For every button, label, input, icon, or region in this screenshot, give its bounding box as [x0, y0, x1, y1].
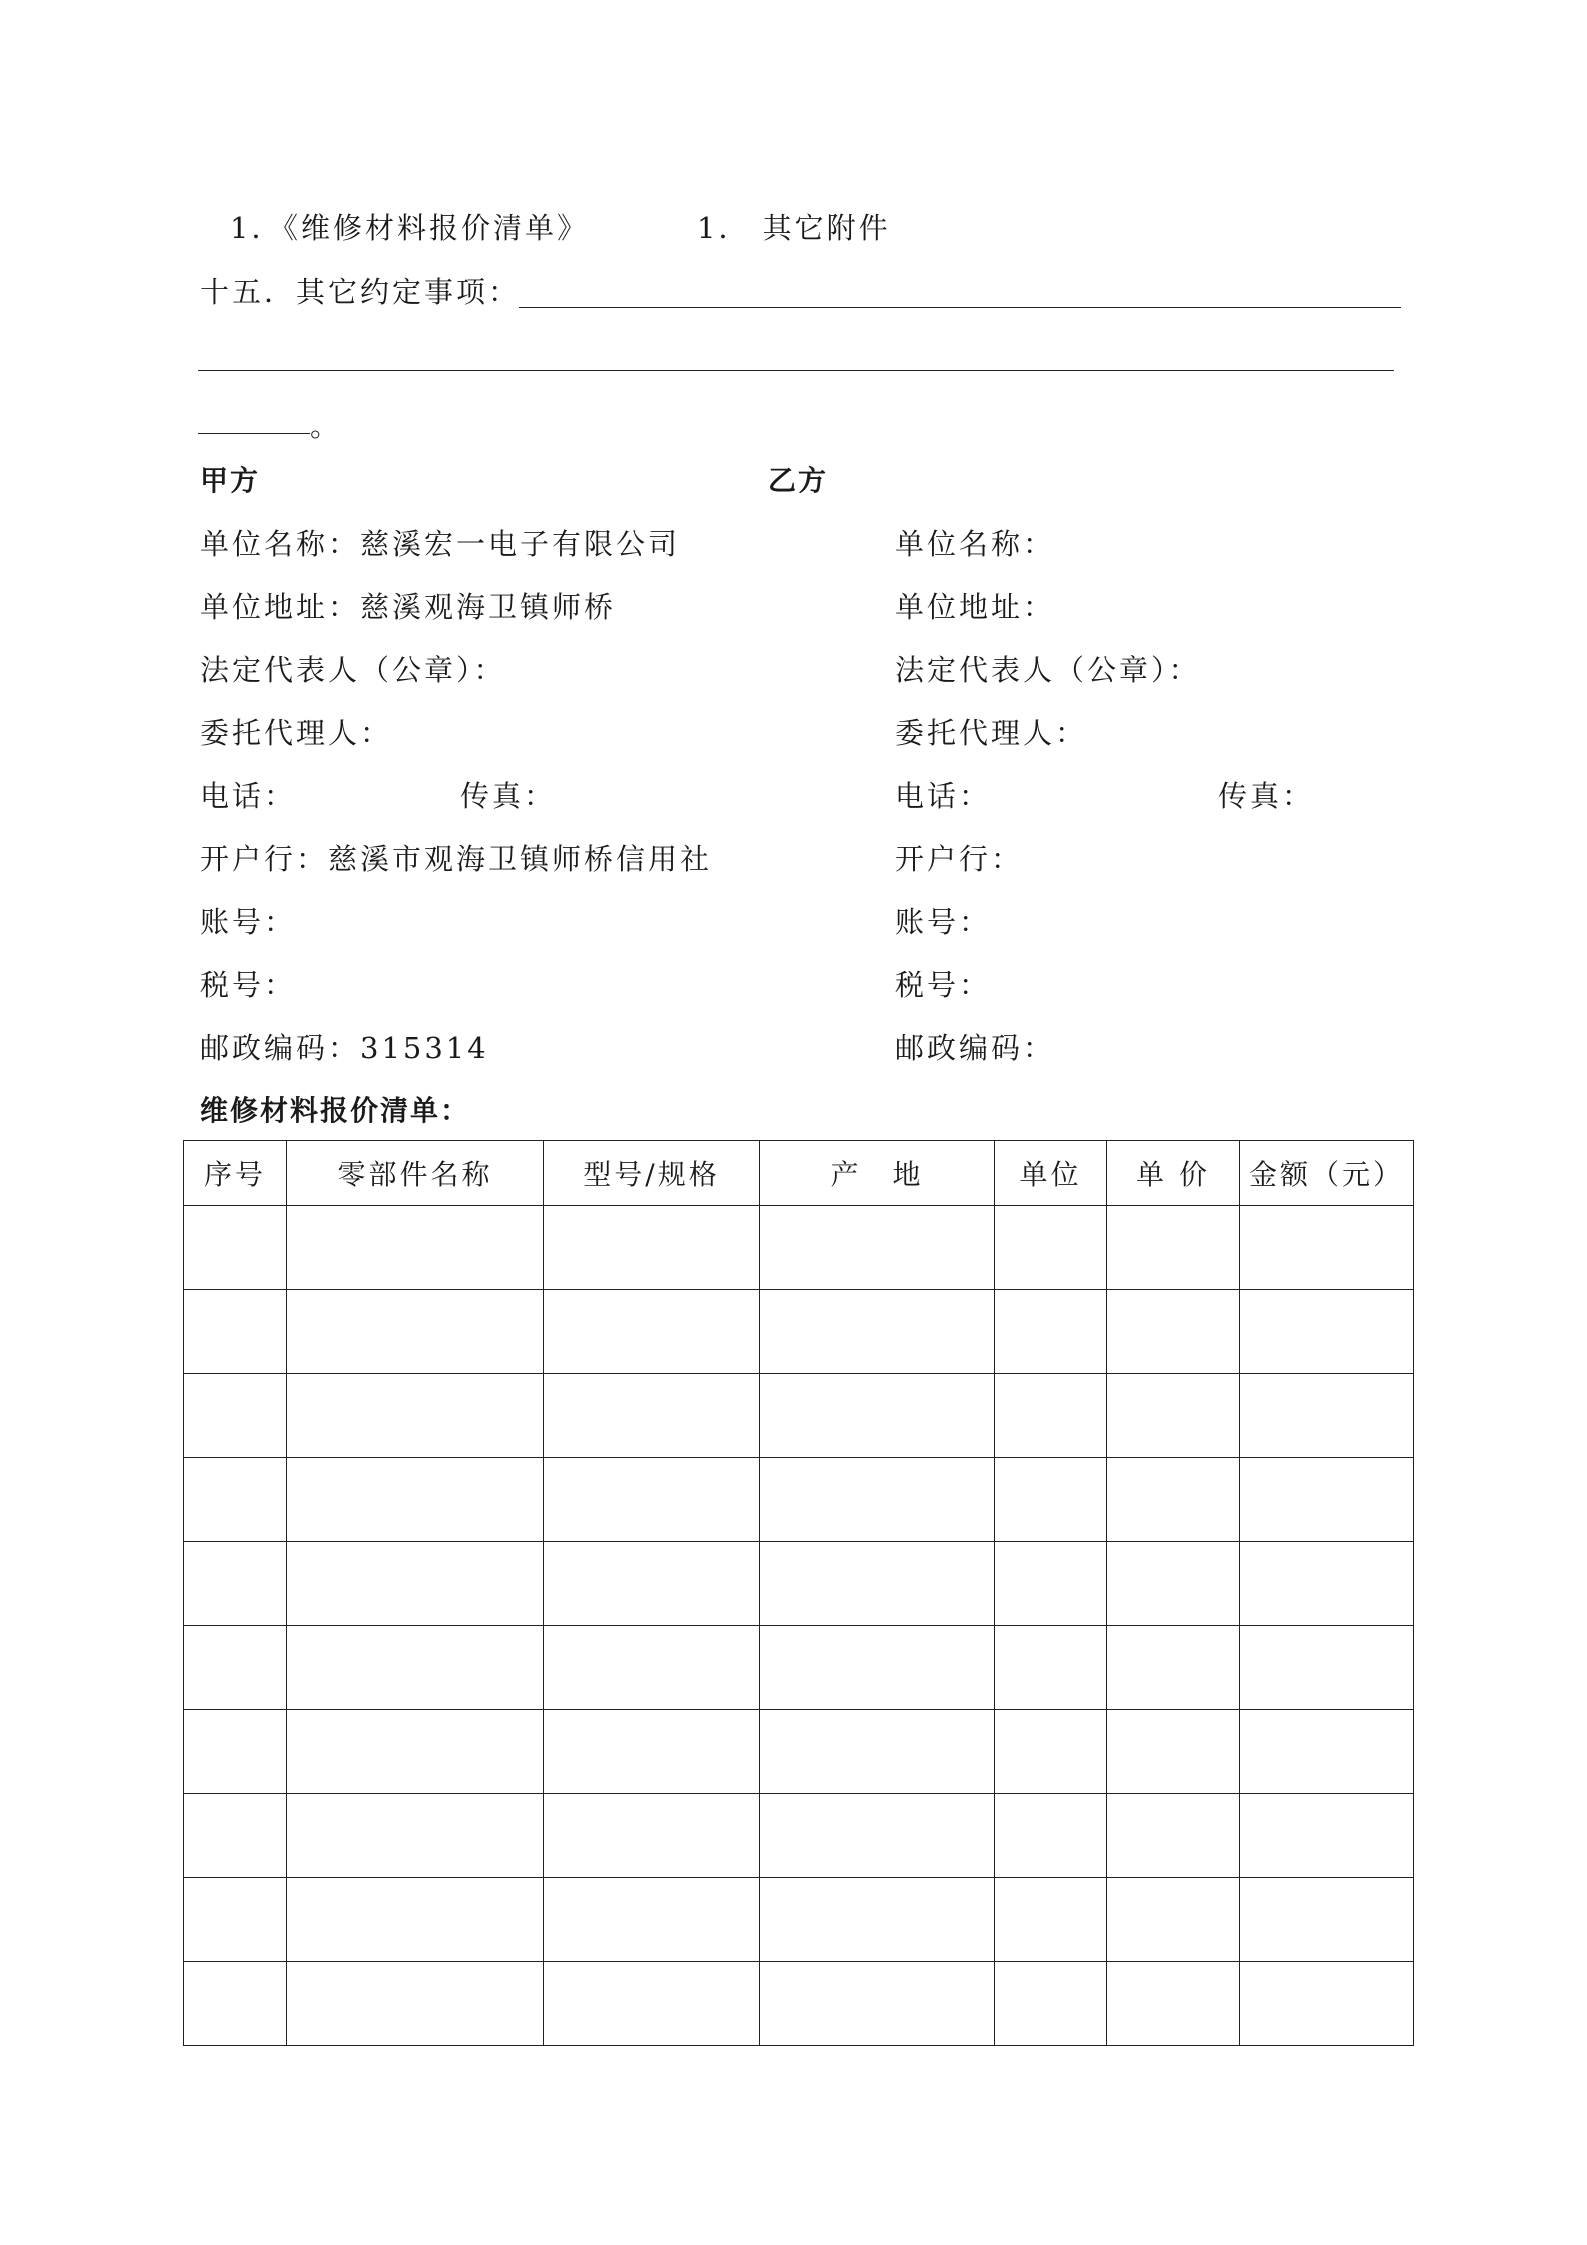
table-cell: [1107, 1878, 1240, 1962]
table-cell: [287, 1794, 544, 1878]
header-unit: 单位: [995, 1141, 1107, 1206]
table-cell: [995, 1794, 1107, 1878]
table-cell: [760, 1710, 995, 1794]
party-a-unit-address: 单位地址：慈溪观海卫镇师桥: [200, 590, 617, 624]
party-b-fax: 传真：: [1218, 779, 1315, 813]
table-cell: [184, 1794, 287, 1878]
table-cell: [544, 1458, 760, 1542]
table-row: [184, 1794, 1414, 1878]
table-cell: [287, 1458, 544, 1542]
party-b-phone: 电话：: [895, 779, 992, 813]
table-cell: [995, 1290, 1107, 1374]
table-cell: [1240, 1542, 1414, 1626]
table-cell: [1240, 1794, 1414, 1878]
table-cell: [544, 1878, 760, 1962]
table-cell: [544, 1794, 760, 1878]
table-cell: [760, 1878, 995, 1962]
table-row: [184, 1458, 1414, 1542]
table-cell: [1107, 1794, 1240, 1878]
table-cell: [1240, 1626, 1414, 1710]
table-cell: [544, 1710, 760, 1794]
table-cell: [184, 1206, 287, 1290]
table-cell: [1107, 1710, 1240, 1794]
party-a-unit-name: 单位名称：慈溪宏一电子有限公司: [200, 527, 681, 561]
table-cell: [1240, 1206, 1414, 1290]
quote-list-header-row: [184, 1141, 1414, 1206]
party-a-postcode: 邮政编码：315314: [200, 1031, 489, 1065]
header-unit-price: 单 价: [1107, 1141, 1240, 1206]
table-row: [184, 1710, 1414, 1794]
party-a-title: 甲方: [200, 464, 261, 497]
table-cell: [1107, 1626, 1240, 1710]
table-cell: [1240, 1710, 1414, 1794]
table-cell: [1240, 1962, 1414, 2046]
header-amount: 金额（元）: [1240, 1141, 1414, 1206]
table-cell: [760, 1542, 995, 1626]
party-a-fax: 传真：: [460, 779, 557, 813]
table-row: [184, 1542, 1414, 1626]
table-cell: [287, 1542, 544, 1626]
table-cell: [1107, 1374, 1240, 1458]
table-cell: [184, 1290, 287, 1374]
table-cell: [1240, 1290, 1414, 1374]
party-b-unit-name: 单位名称：: [895, 527, 1056, 561]
table-cell: [995, 1878, 1107, 1962]
table-cell: [1107, 1458, 1240, 1542]
party-b-title: 乙方: [768, 464, 829, 497]
table-cell: [184, 1710, 287, 1794]
quote-list-title: 维修材料报价清单：: [200, 1094, 471, 1127]
other-terms-label: 十五．其它约定事项：: [200, 275, 521, 309]
header-seq: 序号: [184, 1141, 287, 1206]
table-cell: [287, 1206, 544, 1290]
table-cell: [184, 1458, 287, 1542]
quote-list-table: [183, 1140, 1414, 2046]
other-terms-blank-line-2: [198, 370, 1394, 371]
table-cell: [544, 1962, 760, 2046]
party-b-legal-rep: 法定代表人（公章）：: [895, 653, 1201, 687]
table-cell: [184, 1542, 287, 1626]
table-cell: [544, 1626, 760, 1710]
table-row: [184, 1626, 1414, 1710]
table-cell: [1107, 1206, 1240, 1290]
table-cell: [287, 1626, 544, 1710]
table-cell: [995, 1458, 1107, 1542]
table-cell: [760, 1962, 995, 2046]
table-row: [184, 1962, 1414, 2046]
table-cell: [995, 1626, 1107, 1710]
table-cell: [544, 1374, 760, 1458]
party-b-agent: 委托代理人：: [895, 716, 1088, 750]
table-cell: [995, 1542, 1107, 1626]
table-cell: [184, 1626, 287, 1710]
party-b-bank: 开户行：: [895, 842, 1024, 876]
table-row: [184, 1878, 1414, 1962]
table-cell: [760, 1290, 995, 1374]
attachment-item-other: 1． 其它附件: [697, 211, 891, 245]
party-a-legal-rep: 法定代表人（公章）：: [200, 653, 506, 687]
party-a-phone: 电话：: [200, 779, 297, 813]
header-origin: 产 地: [760, 1141, 995, 1206]
table-cell: [287, 1290, 544, 1374]
table-row: [184, 1374, 1414, 1458]
other-terms-blank-line-1: [519, 307, 1401, 308]
table-cell: [1107, 1290, 1240, 1374]
header-model-spec: 型号/规格: [544, 1141, 760, 1206]
table-cell: [995, 1710, 1107, 1794]
table-cell: [1107, 1962, 1240, 2046]
table-cell: [760, 1794, 995, 1878]
table-cell: [287, 1962, 544, 2046]
table-cell: [995, 1374, 1107, 1458]
party-a-agent: 委托代理人：: [200, 716, 393, 750]
table-cell: [995, 1206, 1107, 1290]
table-cell: [1240, 1458, 1414, 1542]
table-row: [184, 1206, 1414, 1290]
table-cell: [544, 1206, 760, 1290]
table-cell: [1107, 1542, 1240, 1626]
other-terms-end-mark: 。: [310, 409, 343, 443]
party-a-bank: 开户行：慈溪市观海卫镇师桥信用社: [200, 842, 713, 876]
table-cell: [544, 1542, 760, 1626]
table-cell: [1240, 1374, 1414, 1458]
table-cell: [184, 1962, 287, 2046]
header-part-name: 零部件名称: [287, 1141, 544, 1206]
party-a-tax-no: 税号：: [200, 968, 297, 1002]
table-cell: [184, 1878, 287, 1962]
table-cell: [287, 1878, 544, 1962]
party-b-unit-address: 单位地址：: [895, 590, 1056, 624]
party-a-account: 账号：: [200, 905, 297, 939]
table-cell: [760, 1374, 995, 1458]
party-b-account: 账号：: [895, 905, 992, 939]
table-cell: [760, 1206, 995, 1290]
table-cell: [995, 1962, 1107, 2046]
table-row: [184, 1290, 1414, 1374]
table-cell: [287, 1710, 544, 1794]
table-cell: [760, 1626, 995, 1710]
attachment-item-quote-list: 1．《维修材料报价清单》: [230, 211, 589, 245]
table-cell: [760, 1458, 995, 1542]
table-cell: [184, 1374, 287, 1458]
party-b-postcode: 邮政编码：: [895, 1031, 1056, 1065]
table-cell: [544, 1290, 760, 1374]
other-terms-blank-line-3: [198, 433, 310, 434]
party-b-tax-no: 税号：: [895, 968, 992, 1002]
table-cell: [287, 1374, 544, 1458]
table-cell: [1240, 1878, 1414, 1962]
